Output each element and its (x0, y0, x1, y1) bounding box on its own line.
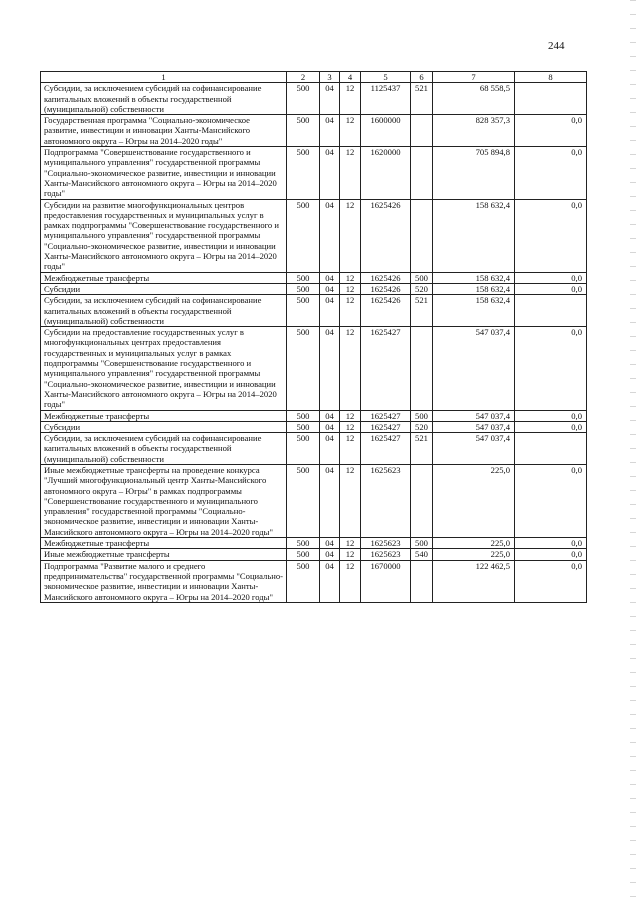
row-amount-2: 0,0 (515, 421, 587, 432)
row-code-admin: 500 (287, 272, 320, 283)
row-amount: 68 558,5 (433, 83, 515, 115)
row-code-admin: 500 (287, 295, 320, 327)
table-row (41, 421, 587, 432)
row-code-subsection: 12 (340, 147, 361, 199)
row-amount: 547 037,4 (433, 433, 515, 465)
row-code-target: 1625623 (361, 464, 411, 537)
table-row (41, 410, 587, 421)
row-code-subsection: 12 (340, 199, 361, 272)
row-name: Подпрограмма "Развитие малого и среднего предпринимательства" государственной программы "Социально-экономическое развитие, инвестиции и инновации Ханты-Мансийского автономного округа – Югры на 2014–2020 годы" (41, 560, 287, 602)
header-col-3: 3 (320, 72, 340, 83)
row-code-section: 04 (320, 283, 340, 294)
header-col-8: 8 (515, 72, 587, 83)
row-amount-2: 0,0 (515, 549, 587, 560)
row-code-subsection: 12 (340, 464, 361, 537)
row-code-section: 04 (320, 464, 340, 537)
row-code-type (411, 147, 433, 199)
row-code-section: 04 (320, 83, 340, 115)
page-number: 244 (548, 40, 565, 52)
header-col-5: 5 (361, 72, 411, 83)
row-code-subsection: 12 (340, 421, 361, 432)
row-code-target: 1625427 (361, 421, 411, 432)
row-code-type: 521 (411, 83, 433, 115)
row-code-type: 521 (411, 433, 433, 465)
row-code-type: 540 (411, 549, 433, 560)
row-code-subsection: 12 (340, 560, 361, 602)
table-row (41, 115, 587, 147)
row-amount: 828 357,3 (433, 115, 515, 147)
row-code-target: 1625427 (361, 327, 411, 410)
row-amount: 547 037,4 (433, 327, 515, 410)
row-code-subsection: 12 (340, 410, 361, 421)
row-name: Межбюджетные трансферты (41, 538, 287, 549)
table-row (41, 147, 587, 199)
row-code-target: 1625427 (361, 433, 411, 465)
row-code-section: 04 (320, 421, 340, 432)
row-code-target: 1625623 (361, 538, 411, 549)
row-code-admin: 500 (287, 421, 320, 432)
row-name: Подпрограмма "Совершенствование государственного и муниципального управления" государственной программы "Социально-экономическое развитие, инвестиции и инновации Ханты-Мансийского автономного округа – Югры на 2014–2020 годы" (41, 147, 287, 199)
row-code-section: 04 (320, 295, 340, 327)
row-code-admin: 500 (287, 83, 320, 115)
row-code-type (411, 464, 433, 537)
row-code-type (411, 560, 433, 602)
row-code-target: 1625426 (361, 283, 411, 294)
table-body (41, 83, 587, 603)
row-code-section: 04 (320, 410, 340, 421)
row-code-section: 04 (320, 147, 340, 199)
row-amount: 705 894,8 (433, 147, 515, 199)
table-row (41, 83, 587, 115)
row-code-section: 04 (320, 272, 340, 283)
header-col-6: 6 (411, 72, 433, 83)
header-row (41, 72, 587, 83)
table-row (41, 283, 587, 294)
table-row (41, 538, 587, 549)
row-code-target: 1625427 (361, 410, 411, 421)
table-row (41, 199, 587, 272)
row-name: Иные межбюджетные трансферты (41, 549, 287, 560)
row-code-subsection: 12 (340, 83, 361, 115)
row-code-type: 500 (411, 272, 433, 283)
row-code-admin: 500 (287, 433, 320, 465)
row-amount: 225,0 (433, 538, 515, 549)
row-code-subsection: 12 (340, 538, 361, 549)
row-code-subsection: 12 (340, 433, 361, 465)
row-amount-2: 0,0 (515, 538, 587, 549)
table-row (41, 549, 587, 560)
row-code-admin: 500 (287, 410, 320, 421)
row-amount: 158 632,4 (433, 272, 515, 283)
row-code-admin: 500 (287, 549, 320, 560)
row-amount: 158 632,4 (433, 295, 515, 327)
row-code-subsection: 12 (340, 327, 361, 410)
row-amount: 547 037,4 (433, 410, 515, 421)
table-row (41, 464, 587, 537)
row-name: Субсидии (41, 283, 287, 294)
row-code-admin: 500 (287, 283, 320, 294)
header-col-2: 2 (287, 72, 320, 83)
row-code-admin: 500 (287, 464, 320, 537)
header-col-1: 1 (41, 72, 287, 83)
scan-edge-marks (630, 0, 636, 905)
row-code-admin: 500 (287, 538, 320, 549)
row-code-type: 500 (411, 538, 433, 549)
row-name: Субсидии на предоставление государственных услуг в многофункциональных центрах предоставления государственных и муниципальных услуг в рамках подпрограммы "Совершенствование государственного и муниципального управления" государственной программы "Социально-экономическое развитие, инвестиции и инновации Ханты-Мансийского автономного округа – Югры на 2014–2020 годы" (41, 327, 287, 410)
row-code-section: 04 (320, 433, 340, 465)
row-code-subsection: 12 (340, 549, 361, 560)
row-amount: 158 632,4 (433, 199, 515, 272)
table-row (41, 433, 587, 465)
row-amount-2: 0,0 (515, 147, 587, 199)
row-code-target: 1620000 (361, 147, 411, 199)
row-amount-2 (515, 295, 587, 327)
budget-table (40, 71, 587, 603)
table-row (41, 295, 587, 327)
row-code-subsection: 12 (340, 272, 361, 283)
row-amount-2: 0,0 (515, 199, 587, 272)
row-amount: 547 037,4 (433, 421, 515, 432)
row-code-type: 521 (411, 295, 433, 327)
row-amount: 225,0 (433, 549, 515, 560)
row-code-section: 04 (320, 199, 340, 272)
row-amount: 158 632,4 (433, 283, 515, 294)
row-name: Субсидии (41, 421, 287, 432)
row-name: Субсидии, за исключением субсидий на софинансирование капитальных вложений в объекты государственной (муниципальной) собственности (41, 295, 287, 327)
row-name: Субсидии, за исключением субсидий на софинансирование капитальных вложений в объекты государственной (муниципальной) собственности (41, 433, 287, 465)
table-row (41, 327, 587, 410)
row-code-target: 1625623 (361, 549, 411, 560)
row-code-type (411, 115, 433, 147)
row-code-target: 1625426 (361, 199, 411, 272)
row-name: Субсидии, за исключением субсидий на софинансирование капитальных вложений в объекты государственной (муниципальной) собственности (41, 83, 287, 115)
row-code-section: 04 (320, 549, 340, 560)
row-name: Межбюджетные трансферты (41, 272, 287, 283)
row-code-subsection: 12 (340, 115, 361, 147)
row-code-type: 520 (411, 421, 433, 432)
row-amount-2: 0,0 (515, 283, 587, 294)
row-code-section: 04 (320, 538, 340, 549)
row-code-subsection: 12 (340, 283, 361, 294)
row-amount-2: 0,0 (515, 464, 587, 537)
row-code-type (411, 199, 433, 272)
row-code-section: 04 (320, 560, 340, 602)
row-code-target: 1670000 (361, 560, 411, 602)
row-name: Субсидии на развитие многофункциональных центров предоставления государственных и муниципальных услуг в рамках подпрограммы "Совершенствование государственного и муниципального управления" государственной программы "Социально-экономическое развитие, инвестиции и инновации Ханты-Мансийского автономного округа – Югры на 2014–2020 годы" (41, 199, 287, 272)
row-code-admin: 500 (287, 199, 320, 272)
row-code-target: 1625426 (361, 295, 411, 327)
row-amount-2: 0,0 (515, 560, 587, 602)
row-code-target: 1125437 (361, 83, 411, 115)
row-code-type: 500 (411, 410, 433, 421)
row-code-type (411, 327, 433, 410)
row-name: Межбюджетные трансферты (41, 410, 287, 421)
row-code-section: 04 (320, 115, 340, 147)
row-code-section: 04 (320, 327, 340, 410)
row-amount-2: 0,0 (515, 410, 587, 421)
row-code-subsection: 12 (340, 295, 361, 327)
table-row (41, 272, 587, 283)
row-amount-2: 0,0 (515, 115, 587, 147)
row-code-type: 520 (411, 283, 433, 294)
header-col-7: 7 (433, 72, 515, 83)
row-amount: 122 462,5 (433, 560, 515, 602)
row-code-admin: 500 (287, 560, 320, 602)
row-code-admin: 500 (287, 115, 320, 147)
row-amount-2: 0,0 (515, 327, 587, 410)
row-amount-2: 0,0 (515, 272, 587, 283)
row-code-target: 1625426 (361, 272, 411, 283)
row-name: Иные межбюджетные трансферты на проведение конкурса "Лучший многофункциональный центр Ханты-Мансийского автономного округа – Югры" в рамках подпрограммы "Совершенствование государственного и муниципального управления" государственной программы "Социально-экономическое развитие, инвестиции и инновации Ханты-Мансийского автономного округа – Югры на 2014–2020 годы" (41, 464, 287, 537)
row-code-admin: 500 (287, 147, 320, 199)
row-amount-2 (515, 83, 587, 115)
table-row (41, 560, 587, 602)
row-code-target: 1600000 (361, 115, 411, 147)
row-name: Государственная программа "Социально-экономическое развитие, инвестиции и инновации Ханты-Мансийского автономного округа – Югры на 2014–2020 годы" (41, 115, 287, 147)
row-amount: 225,0 (433, 464, 515, 537)
header-col-4: 4 (340, 72, 361, 83)
row-code-admin: 500 (287, 327, 320, 410)
row-amount-2 (515, 433, 587, 465)
